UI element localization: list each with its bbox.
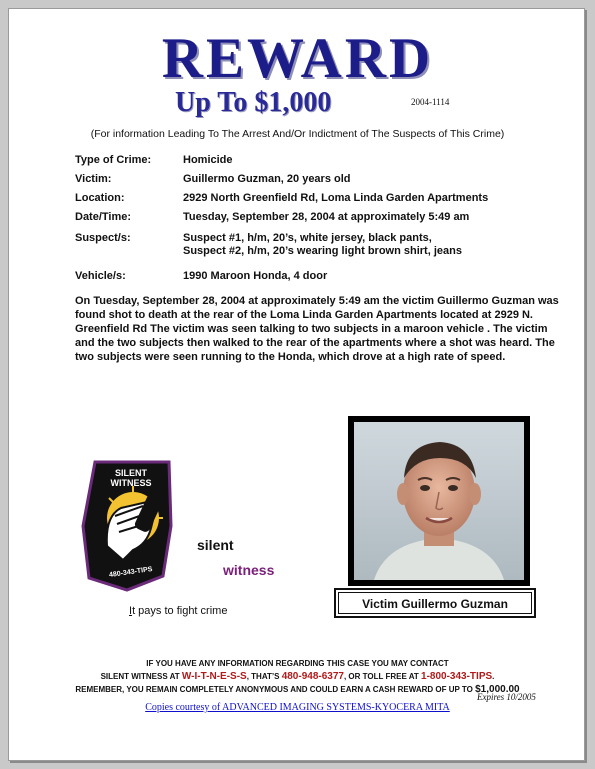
photo-caption: Victim Guillermo Guzman: [338, 592, 532, 614]
footer-period: .: [492, 672, 495, 681]
footer-phone: 480-948-6377: [281, 671, 344, 682]
detail-value: Tuesday, September 28, 2004 at approximately 5:49 am: [183, 211, 470, 223]
reward-poster: [8, 8, 585, 761]
footer-contact-text: IF YOU HAVE ANY INFORMATION REGARDING THIS CASE YOU MAY CONTACT: [146, 659, 449, 668]
detail-label: Vehicle/s:: [75, 270, 126, 282]
detail-value: 1990 Maroon Honda, 4 door: [183, 270, 328, 282]
reward-title: REWARD: [161, 27, 434, 90]
detail-label: Suspect/s:: [75, 232, 131, 244]
footer-tollfree-label: , OR TOLL FREE AT: [343, 672, 422, 681]
footer-witness-spelling: W-I-T-N-E-S-S: [181, 671, 247, 682]
detail-value: Suspect #2, h/m, 20’s wearing light brown shirt, jeans: [183, 245, 462, 257]
victim-photo: [354, 422, 524, 580]
victim-photo-frame: [348, 416, 530, 586]
detail-label: Type of Crime:: [75, 154, 152, 166]
contact-footer: [9, 657, 586, 696]
footer-line-1: [9, 657, 586, 670]
footer-silent-witness: SILENT WITNESS AT: [100, 672, 182, 681]
brand-witness: witness: [223, 562, 275, 578]
tagline-rest: t pays to fight crime: [132, 605, 228, 617]
photo-caption-box: [334, 588, 536, 618]
courtesy-link[interactable]: Copies courtesy of ADVANCED IMAGING SYSTEMS-KYOCERA MITA: [145, 702, 450, 713]
phone-hand-icon: [77, 456, 177, 592]
tagline-initial: I: [129, 605, 133, 617]
detail-label: Date/Time:: [75, 211, 132, 223]
logo-top-text: SILENT: [114, 468, 148, 478]
case-number: 2004-1114: [411, 97, 450, 107]
logo-middle-text: WITNESS: [110, 478, 152, 488]
footer-anonymous-text: REMEMBER, YOU REMAIN COMPLETELY ANONYMOUS AND COULD EARN A CASH REWARD OF UP TO: [75, 685, 476, 694]
case-narrative: On Tuesday, September 28, 2004 at approximately 5:49 am the victim Guillermo Guzman was found shot to death at the rear of the Loma Linda Garden Apartments located at 2929 N. Greenfield Rd The victim was seen talking to two subjects in a maroon vehicle . The victim and the two subjects then walked to the rear of the apartments where a shot was heard. The two subjects were seen running to the Honda, which drove at a high rate of speed.: [75, 295, 559, 363]
footer-reward-amount: $1,000.00: [475, 684, 520, 695]
detail-value: Guillermo Guzman, 20 years old: [183, 173, 351, 185]
footer-thats: , THAT’S: [246, 672, 282, 681]
silent-witness-logo: [77, 456, 177, 592]
detail-label: Location:: [75, 192, 125, 204]
footer-tollfree-number: 1-800-343-TIPS: [421, 671, 493, 682]
detail-value: Suspect #1, h/m, 20’s, white jersey, black pants,: [183, 232, 432, 244]
reward-amount: Up To $1,000: [175, 87, 332, 118]
tagline: [129, 605, 227, 617]
detail-value: 2929 North Greenfield Rd, Loma Linda Garden Apartments: [183, 192, 489, 204]
detail-label: Victim:: [75, 173, 112, 185]
detail-value: Homicide: [183, 154, 233, 166]
brand-silent: silent: [197, 537, 234, 553]
info-note: (For information Leading To The Arrest And/Or Indictment of The Suspects of This Crime): [90, 128, 505, 140]
expiry-date: Expires 10/2005: [477, 692, 536, 702]
footer-line-2: [9, 670, 586, 683]
logo-phone-text: 480-343-TIPS: [108, 566, 153, 580]
